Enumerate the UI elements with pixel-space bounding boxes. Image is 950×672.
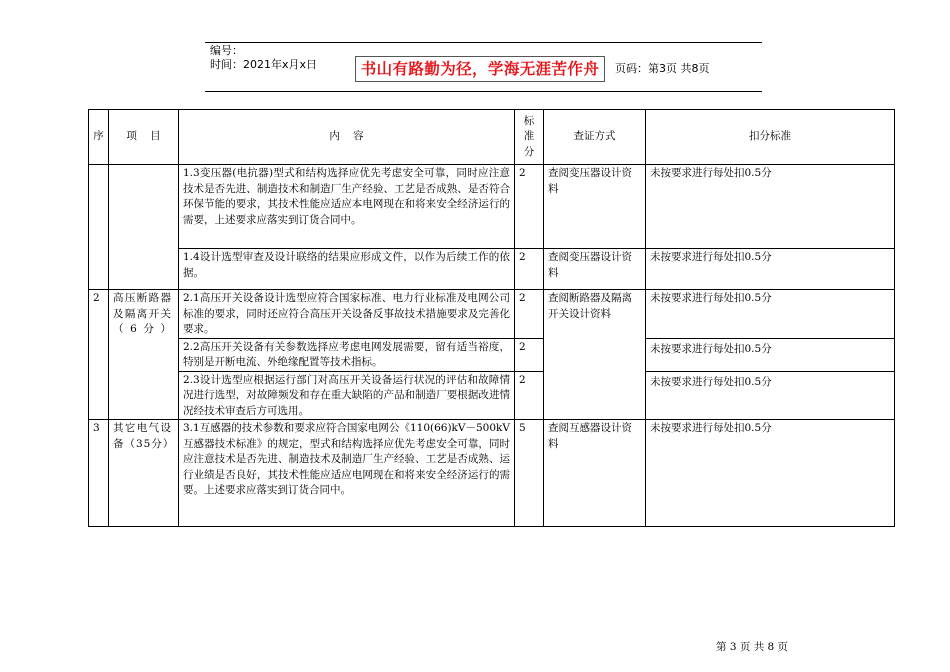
- header-item: 项 目: [109, 110, 179, 165]
- time-label: 时间：2021年x月x日: [210, 58, 318, 71]
- cell-deduct: 未按要求进行每处扣0.5分: [646, 371, 895, 420]
- cell-deduct: 未按要求进行每处扣0.5分: [646, 290, 895, 339]
- cell-deduct: 未按要求进行每处扣0.5分: [646, 420, 895, 527]
- cell-method: 查阅变压器设计资料: [544, 249, 646, 290]
- cell-content: 2.1高压开关设备设计选型应符合国家标准、电力行业标准及电网公司标准的要求，同时还应符合高压开关设备反事故技术措施要求及完善化要求。: [179, 290, 515, 339]
- table-row: [89, 249, 895, 290]
- cell-score: 2: [515, 165, 544, 249]
- cell-item: 高压断路器及隔离开关（6分）: [109, 290, 179, 420]
- cell-deduct: 未按要求进行每处扣0.5分: [646, 338, 895, 371]
- cell-content: 2.2高压开关设备有关参数选择应考虑电网发展需要，留有适当裕度，特别是开断电流、外绝缘配置等技术指标。: [179, 338, 515, 371]
- cell-content: 3.1互感器的技术参数和要求应符合国家电网公《110(66)kV－500kV互感器技术标准》的规定，型式和结构选择应优先考虑安全可靠，同时应注意技术是否先进、制造技术及制造厂生产经验、工艺是否成熟、运行业绩是否良好，其技术性能应适应电网现在和将来安全经济运行的需要。上述要求应落实到订货合同中。: [179, 420, 515, 527]
- table-row: [89, 420, 895, 527]
- motto-box: 书山有路勤为径，学海无涯苦作舟: [355, 56, 605, 82]
- header-content: 内 容: [179, 110, 515, 165]
- cell-score: 2: [515, 249, 544, 290]
- cell-deduct: 未按要求进行每处扣0.5分: [646, 249, 895, 290]
- cell-method: 查阅变压器设计资料: [544, 165, 646, 249]
- cell-content: 1.3变压器(电抗器)型式和结构选择应优先考虑安全可靠，同时应注意技术是否先进、制造技术和制造厂生产经验、工艺是否成熟、是否符合环保节能的要求，其技术性能应适应本电网现在和将来安全经济运行的需要，上述要求应落实到订货合同中。: [179, 165, 515, 249]
- cell-no: [89, 165, 109, 290]
- page-footer: 第 3 页 共 8 页: [716, 641, 789, 653]
- header-meta: [210, 44, 350, 72]
- table-header-row: [89, 110, 895, 165]
- header-method: 查证方式: [544, 110, 646, 165]
- cell-score: 2: [515, 338, 544, 371]
- header-top-rule: [205, 42, 762, 43]
- header-bottom-rule: [205, 91, 762, 92]
- code-label: 编号：: [210, 44, 243, 57]
- cell-score: 2: [515, 290, 544, 339]
- cell-score: 5: [515, 420, 544, 527]
- cell-content: 1.4设计选型审查及设计联络的结果应形成文件，以作为后续工作的依据。: [179, 249, 515, 290]
- cell-no: 3: [89, 420, 109, 527]
- cell-item: 其它电气设备（35分）: [109, 420, 179, 527]
- cell-method: 查阅断路器及隔离开关设计资料: [544, 290, 646, 420]
- header-score: 标准分: [515, 110, 544, 165]
- header-no: 序: [89, 110, 109, 165]
- header-pager: 页码：第3页 共8页: [615, 62, 710, 75]
- standards-table: [88, 109, 895, 527]
- cell-score: 2: [515, 371, 544, 420]
- cell-deduct: 未按要求进行每处扣0.5分: [646, 165, 895, 249]
- cell-content: 2.3设计选型应根据运行部门对高压开关设备运行状况的评估和故障情况进行选型，对故障频发和存在重大缺陷的产品和制造厂要根据改进情况经技术审查后方可选用。: [179, 371, 515, 420]
- table-row: [89, 338, 895, 371]
- table-row: [89, 165, 895, 249]
- table-row: [89, 290, 895, 339]
- cell-no: 2: [89, 290, 109, 420]
- table-row: [89, 371, 895, 420]
- cell-method: 查阅互感器设计资料: [544, 420, 646, 527]
- header-deduct: 扣分标准: [646, 110, 895, 165]
- cell-item: [109, 165, 179, 290]
